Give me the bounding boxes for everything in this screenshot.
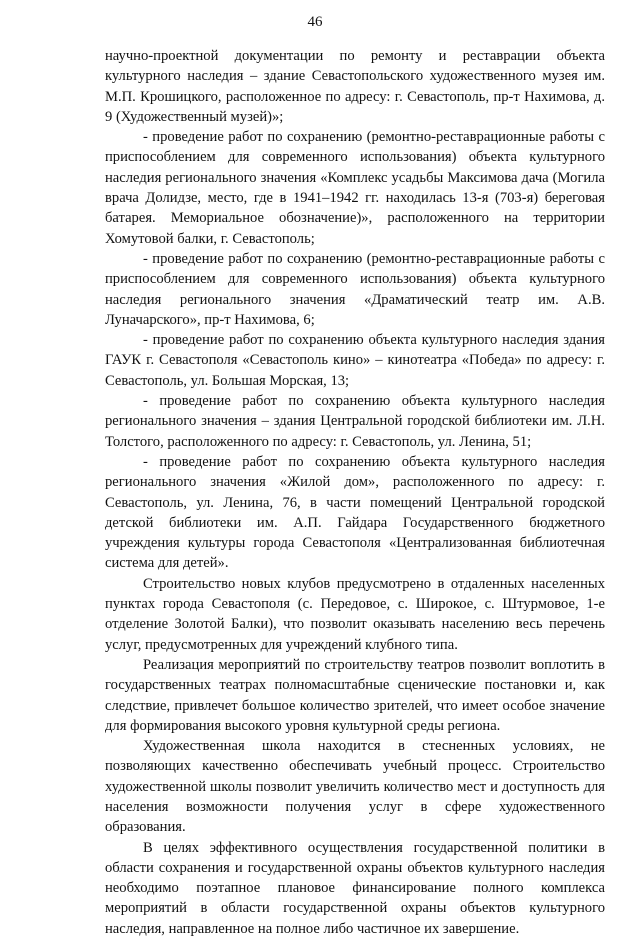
document-body [105,46,605,939]
paragraph-art-school: Художественная школа находится в стесненных условиях, не позволяющих качественно обеспечивать учебный процесс. Строительство художественной школы позволит увеличить количество мест и доступность для населения возможности получения услуг в сфере художественного образования. [105,738,605,836]
paragraph-maksimova-dacha: - проведение работ по сохранению (ремонтно-реставрационные работы с приспособлением для современного использования) объекта культурного наследия регионального значения «Комплекс усадьбы Максимова дача (Могила врача Долидзе, место, где в 1941–1942 гг. находилась 13-я (703-я) береговая батарея. Мемориальное обозначение)», расположенного на территории Хомутовой балки, г. Севастополь; [105,129,605,247]
paragraph-pobeda-cinema: - проведение работ по сохранению объекта культурного наследия здания ГАУК г. Севастополя «Севастополь кино» – кинотеатра «Победа» по адресу: г. Севастополь, ул. Большая Морская, 13; [105,332,605,389]
paragraph-continuation: научно-проектной документации по ремонту и реставрации объекта культурного наследия – здание Севастопольского художественного музея им. М.П. Крошицкого, расположенное по адресу: г. Севастополь, пр-т Нахимова, д. 9 (Художественный музей)»; [105,48,605,125]
paragraph-theatres: Реализация мероприятий по строительству театров позволит воплотить в государственных театрах полномасштабные сценические постановки и, как следствие, привлечет большое количество зрителей, что имеет особое значение для формирования высокого уровня культурной среды региона. [105,656,605,734]
paragraph-heritage-policy: В целях эффективного осуществления государственной политики в области сохранения и государственной охраны объектов культурного наследия необходимо поэтапное плановое финансирование полного комплекса мероприятий в области государственной охраны объектов культурного наследия, направленное на полное либо частичное их завершение. [105,839,605,937]
paragraph-gaidar-library: - проведение работ по сохранению объекта культурного наследия регионального значения «Жилой дом», расположенного по адресу: г. Севастополь, ул. Ленина, 76, в части помещений Центральной городской детской библиотеки им. А.П. Гайдара Государственного бюджетного учреждения культуры города Севастополя «Централизованная библиотечная система для детей». [105,453,605,572]
page-number: 46 [307,14,323,30]
paragraph-drama-theatre: - проведение работ по сохранению (ремонтно-реставрационные работы с приспособлением для современного использования) объекта культурного наследия регионального значения «Драматический театр им. А.В. Луначарского», пр-т Нахимова, 6; [105,250,605,328]
paragraph-tolstoy-library: - проведение работ по сохранению объекта культурного наследия регионального значения – здания Центральной городской библиотеки им. Л.Н. Толстого, расположенного по адресу: г. Севастополь, ул. Ленина, 51; [105,393,605,450]
paragraph-new-clubs: Строительство новых клубов предусмотрено в отдаленных населенных пунктах города Севастополя (с. Передовое, с. Широкое, с. Штурмовое, 1-е отделение Золотой Балки), что позволит оказывать населению весь перечень услуг, предусмотренных для учреждений клубного типа. [105,575,605,653]
